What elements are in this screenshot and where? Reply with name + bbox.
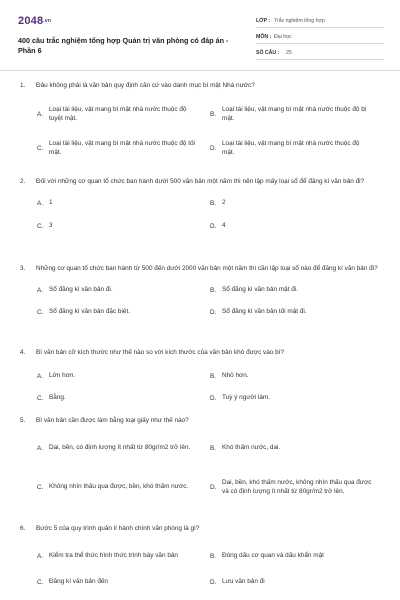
question-item [18, 524, 384, 600]
question-stem [18, 416, 384, 426]
option-letter: C. [37, 578, 44, 586]
option-c[interactable] [37, 577, 210, 587]
option-a[interactable] [37, 551, 210, 561]
option-letter: A. [37, 552, 44, 560]
option-letter: C. [37, 144, 44, 152]
meta-label: LỚP : [256, 18, 271, 24]
option-text: Loại tài liệu, vật mang bí mật nhà nước thuộc độ tuyệt mật. [49, 105, 187, 122]
option-text: Tuỳ ý người làm. [222, 394, 271, 402]
question-stem [18, 81, 384, 91]
option-letter: B. [210, 286, 217, 294]
question-stem [18, 348, 384, 358]
meta-value: 25 [286, 50, 292, 56]
option-c[interactable] [37, 221, 210, 231]
site-logo[interactable] [18, 15, 51, 27]
document-title: 400 câu trắc nghiệm tổng hợp Quản trị văn phòng có đáp án - Phần 6 [18, 36, 229, 55]
option-text: 3 [49, 222, 53, 230]
option-row [37, 134, 384, 162]
option-letter: B. [210, 110, 217, 118]
option-d[interactable] [210, 393, 383, 403]
option-text: Loại tài liệu, vật mang bí mật nhà nước thuộc độ bí mật. [222, 105, 367, 122]
option-letter: A. [37, 286, 44, 294]
option-c[interactable] [37, 482, 210, 492]
question-number: 2. [20, 178, 26, 185]
option-a[interactable] [37, 198, 210, 208]
meta-row-class [256, 15, 384, 28]
option-letter: C. [37, 222, 44, 230]
option-text: 4 [222, 222, 226, 230]
option-b[interactable] [210, 105, 383, 124]
option-b[interactable] [210, 371, 383, 381]
option-b[interactable] [210, 198, 383, 208]
question-stem [18, 177, 384, 187]
option-c[interactable] [37, 393, 210, 403]
option-b[interactable] [210, 285, 383, 295]
question-item [18, 264, 384, 348]
option-text: Dai, bền, có định lượng ít nhất từ 80gr/m2 trở lên. [49, 444, 191, 452]
question-item [18, 348, 384, 416]
option-letter: A. [37, 372, 44, 380]
option-letter: A. [37, 444, 44, 452]
document-meta [256, 15, 384, 63]
logo-tld: .vn [43, 18, 52, 25]
question-list [18, 81, 384, 600]
meta-value: Đại học [274, 34, 292, 40]
option-letter: C. [37, 394, 44, 402]
option-row [37, 284, 384, 296]
document-header [18, 10, 384, 66]
question-text: Bước 5 của quy trình quản lí hành chính văn phòng là gì? [36, 525, 200, 532]
option-a[interactable] [37, 285, 210, 295]
question-options [37, 100, 384, 162]
header-divider [0, 70, 400, 71]
option-row [37, 370, 384, 382]
option-row [37, 576, 384, 588]
option-text: Đóng dấu cơ quan và dấu khẩn mật [222, 552, 324, 560]
option-row [37, 468, 384, 506]
option-row [37, 220, 384, 232]
option-letter: A. [37, 199, 44, 207]
question-item [18, 177, 384, 264]
question-options [37, 434, 384, 506]
option-row [37, 392, 384, 404]
question-text: Bì văn bản cần được làm bằng loại giấy như thế nào? [36, 417, 189, 424]
option-letter: C. [37, 483, 44, 491]
option-letter: D. [210, 483, 217, 491]
option-text: Sổ đăng kí văn bản đi. [49, 286, 113, 294]
question-number: 6. [20, 525, 26, 532]
meta-row-subject [256, 31, 384, 44]
option-letter: B. [210, 199, 217, 207]
question-text: Đâu không phải là văn bản quy định căn cứ vào danh mục bí mật Nhà nước? [36, 82, 255, 89]
question-stem [18, 524, 384, 534]
option-letter: D. [210, 308, 217, 316]
option-a[interactable] [37, 371, 210, 381]
option-text: Lớn hơn. [49, 372, 76, 380]
option-letter: B. [210, 552, 217, 560]
option-d[interactable] [210, 577, 383, 587]
option-b[interactable] [210, 551, 383, 561]
question-item [18, 416, 384, 524]
option-c[interactable] [37, 139, 210, 158]
question-number: 5. [20, 417, 26, 424]
option-text: Dai, bền, khó thấm nước, không nhìn thấu qua được và có định lượng ít nhất từ 80gr/m2 trở lên. [222, 478, 372, 495]
question-number: 3. [20, 265, 26, 272]
option-text: Bằng. [49, 394, 66, 402]
question-number: 4. [20, 349, 26, 356]
option-letter: B. [210, 372, 217, 380]
question-item [18, 81, 384, 177]
option-text: 1 [49, 199, 53, 207]
question-text: Bì văn bản cỡ kích thước như thế nào so với kích thước của văn bản khó được vào bì? [36, 349, 285, 356]
option-row [37, 306, 384, 318]
option-text: Không nhìn thấu qua được, bền, khó thấm nước. [49, 483, 189, 491]
option-d[interactable] [210, 221, 383, 231]
option-text: Loại tài liệu, vật mang bí mật nhà nước thuộc độ tối mật. [49, 139, 195, 156]
option-d[interactable] [210, 307, 383, 317]
option-letter: C. [37, 308, 44, 316]
meta-label: SỐ CÂU : [256, 50, 280, 56]
option-text: Đăng kí văn bản đến [49, 578, 108, 586]
option-row [37, 100, 384, 128]
option-letter: B. [210, 444, 217, 452]
meta-row-count [256, 47, 384, 60]
question-number: 1. [20, 82, 26, 89]
option-text: 2 [222, 199, 226, 207]
option-text: Lưu văn bản đi [222, 578, 265, 586]
option-row [37, 197, 384, 209]
option-row [37, 542, 384, 570]
question-options [37, 284, 384, 318]
option-letter: A. [37, 110, 44, 118]
option-letter: D. [210, 578, 217, 586]
question-options [37, 370, 384, 404]
question-stem [18, 264, 384, 274]
option-c[interactable] [37, 307, 210, 317]
option-text: Nhỏ hơn. [222, 372, 249, 380]
option-a[interactable] [37, 105, 210, 124]
option-text: Khó thấm nước, dai. [222, 444, 281, 452]
question-options [37, 197, 384, 232]
option-text: Sổ đăng kí văn bản tối mật đi. [222, 308, 307, 316]
option-letter: D. [210, 394, 217, 402]
option-b[interactable] [210, 443, 383, 453]
logo-main: 2048 [18, 15, 44, 27]
question-text: Đối với những cơ quan tổ chức ban hành dưới 500 văn bản một năm thì nên lập mấy loại sổ để đăng kí văn bản đi? [36, 178, 365, 185]
option-d[interactable] [210, 478, 383, 497]
option-text: Kiểm tra thể thức hình thức trình bày văn bản [49, 552, 178, 560]
option-row [37, 434, 384, 462]
option-letter: D. [210, 144, 217, 152]
question-text: Những cơ quan tổ chức ban hành từ 500 đến dưới 2000 văn bản một năm thì cần lập loại sổ nào để đăng kí văn bản đi? [36, 265, 378, 272]
option-d[interactable] [210, 139, 383, 158]
option-text: Sổ đăng kí văn bản mật đi. [222, 286, 299, 294]
option-text: Loại tài liệu, vật mang bí mật nhà nước thuộc độ mật. [222, 139, 360, 156]
option-a[interactable] [37, 443, 210, 453]
option-text: Sổ đăng kí văn bản đặc biệt. [49, 308, 131, 316]
question-options [37, 542, 384, 588]
meta-value: Trắc nghiệm tổng hợp [274, 18, 325, 24]
meta-label: MÔN : [256, 34, 272, 40]
option-letter: D. [210, 222, 217, 230]
